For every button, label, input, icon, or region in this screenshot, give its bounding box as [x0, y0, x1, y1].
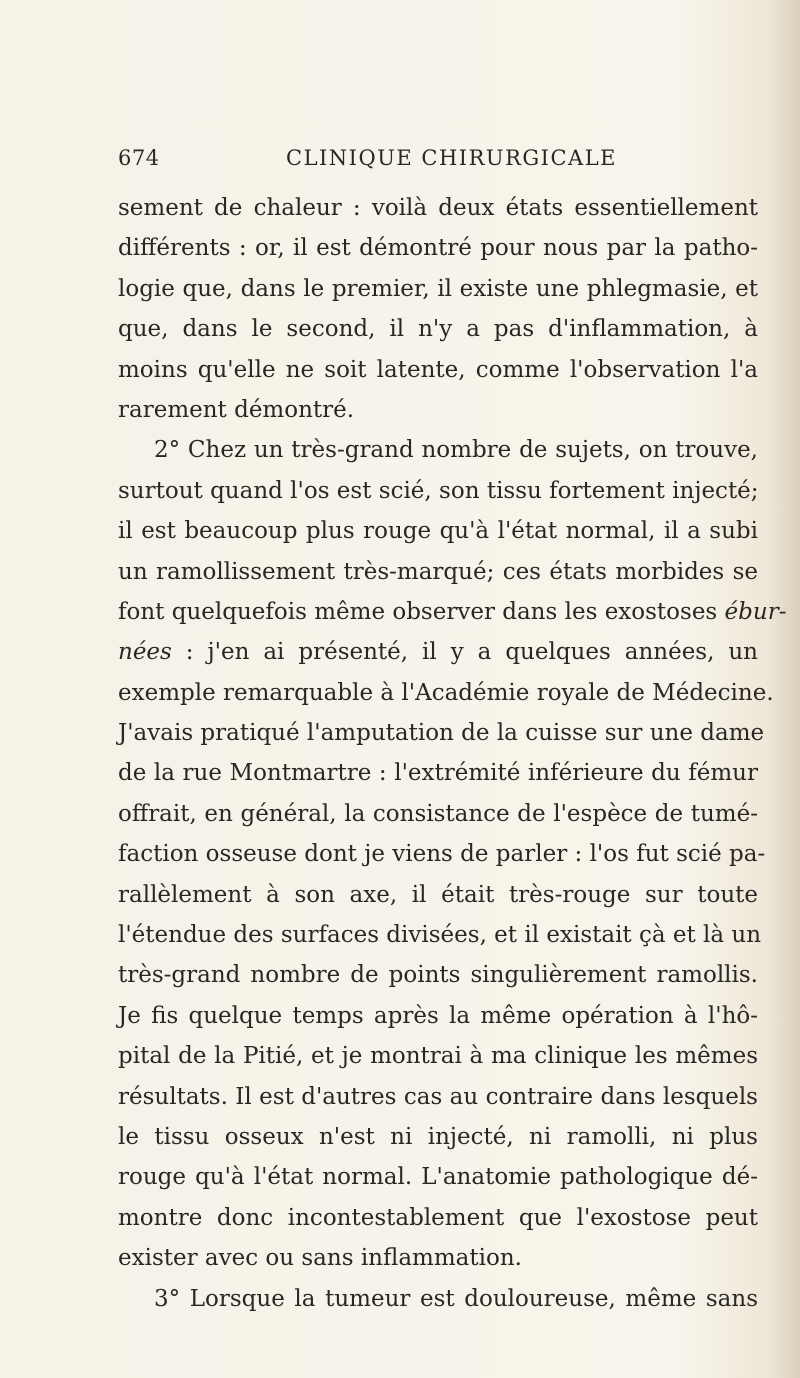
- text-line: de la rue Montmartre : l'extrémité inférieure du fémur: [118, 760, 758, 787]
- italic-word: nées: [118, 639, 172, 666]
- text-line: exister avec ou sans inflammation.: [118, 1245, 522, 1272]
- text-line: surtout quand l'os est scié, son tissu fortement injecté;: [118, 477, 759, 504]
- text-line: offrait, en général, la consistance de l'espèce de tumé-: [118, 800, 758, 827]
- text-line: très-grand nombre de points singulièrement ramollis.: [118, 962, 758, 989]
- text-line: J'avais pratiqué l'amputation de la cuisse sur une dame: [118, 720, 765, 747]
- text-line: faction osseuse dont je viens de parler : l'os fut scié pa-: [118, 841, 766, 868]
- text-line: un ramollissement très-marqué; ces états morbides se: [118, 558, 758, 585]
- text-line: Je fis quelque temps après la même opération à l'hô-: [118, 1002, 758, 1029]
- text-line: logie que, dans le premier, il existe une phlegmasie, et: [118, 275, 758, 302]
- text-line: le tissu osseux n'est ni injecté, ni ramolli, ni plus: [118, 1123, 758, 1150]
- text-line: rallèlement à son axe, il était très-rouge sur toute: [118, 881, 758, 908]
- text-segment: : j'en ai présenté, il y a quelques années, un: [171, 639, 758, 666]
- text-line-with-italic: [118, 632, 758, 672]
- text-segment: font quelquefois même observer dans les exostoses: [118, 598, 725, 625]
- body-text: [118, 188, 787, 1319]
- text-line: pital de la Pitié, et je montrai à ma clinique les mêmes: [118, 1043, 758, 1070]
- running-title: CLINIQUE CHIRURGICALE: [286, 146, 617, 170]
- text-line: montre donc incontestablement que l'exostose peut: [118, 1204, 758, 1231]
- text-line: exemple remarquable à l'Académie royale de Médecine.: [118, 679, 774, 706]
- page-number: 674: [118, 146, 160, 170]
- italic-word: ébur-: [724, 598, 787, 625]
- text-line-with-italic: [118, 592, 787, 632]
- text-line: que, dans le second, il n'y a pas d'inflammation, à: [118, 316, 758, 343]
- text-line: rarement démontré.: [118, 396, 355, 423]
- text-line: rouge qu'à l'état normal. L'anatomie pathologique dé-: [118, 1164, 758, 1191]
- text-line: moins qu'elle ne soit latente, comme l'observation l'a: [118, 356, 758, 383]
- text-line: il est beaucoup plus rouge qu'à l'état normal, il a subi: [118, 518, 758, 545]
- paragraph-start-line: 2° Chez un très-grand nombre de sujets, on trouve,: [154, 437, 758, 464]
- text-line: l'étendue des surfaces divisées, et il existait çà et là un: [118, 922, 762, 949]
- page-header: [118, 146, 758, 180]
- text-line: différents : or, il est démontré pour nous par la patho-: [118, 235, 758, 262]
- text-line: résultats. Il est d'autres cas au contraire dans lesquels: [118, 1083, 758, 1110]
- paragraph-start-line: 3° Lorsque la tumeur est douloureuse, même sans: [154, 1285, 758, 1312]
- text-line: sement de chaleur : voilà deux états essentiellement: [118, 195, 758, 221]
